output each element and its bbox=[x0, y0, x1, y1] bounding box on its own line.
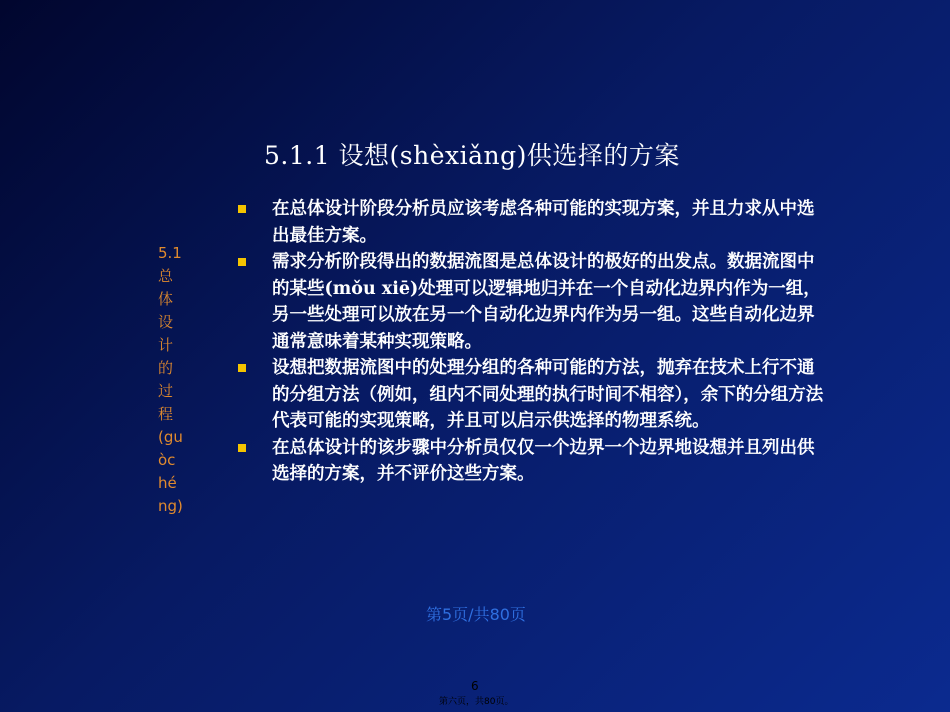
overlay-page-label: 第5页/共80页 bbox=[426, 605, 526, 624]
slide-title: 5.1.1 设想(shèxiǎng)供选择的方案 bbox=[264, 141, 680, 170]
bullet-text: 在总体设计的该步骤中分析员仅仅一个边界一个边界地设想并且列出供选择的方案，并不评价这些方案。 bbox=[272, 437, 815, 484]
bullet-text: 设想把数据流图中的处理分组的各种可能的方法，抛弃在技术上行不通的分组方法（例如，组内不同处理的执行时间不相容），余下的分组方法代表可能的实现策略，并且可以启示供选择的物理系统。 bbox=[272, 358, 824, 431]
list-item bbox=[236, 249, 826, 355]
bullet-text: 需求分析阶段得出的数据流图是总体设计的极好的出发点。数据流图中的某些(mǒu xiē)处理可以逻辑地归并在一个自动化边界内作为一组，另一些处理可以放在另一个自动化边界内作为另一组。这些自动化边界通常意味着某种实现策略。 bbox=[272, 252, 821, 352]
bullet-list bbox=[236, 196, 826, 488]
square-bullet-icon bbox=[238, 444, 246, 452]
bullet-text: 在总体设计阶段分析员应该考虑各种可能的实现方案，并且力求从中选出最佳方案。 bbox=[272, 199, 815, 246]
square-bullet-icon bbox=[238, 205, 246, 213]
list-item bbox=[236, 196, 826, 249]
list-item bbox=[236, 435, 826, 488]
square-bullet-icon bbox=[238, 364, 246, 372]
square-bullet-icon bbox=[238, 258, 246, 266]
section-sidebar-label: 5.1总体设计的过程(guòchéng) bbox=[158, 244, 183, 515]
page-footer: 第六页，共80页。 bbox=[439, 697, 514, 707]
page-number: 6 bbox=[471, 679, 479, 693]
list-item bbox=[236, 355, 826, 435]
